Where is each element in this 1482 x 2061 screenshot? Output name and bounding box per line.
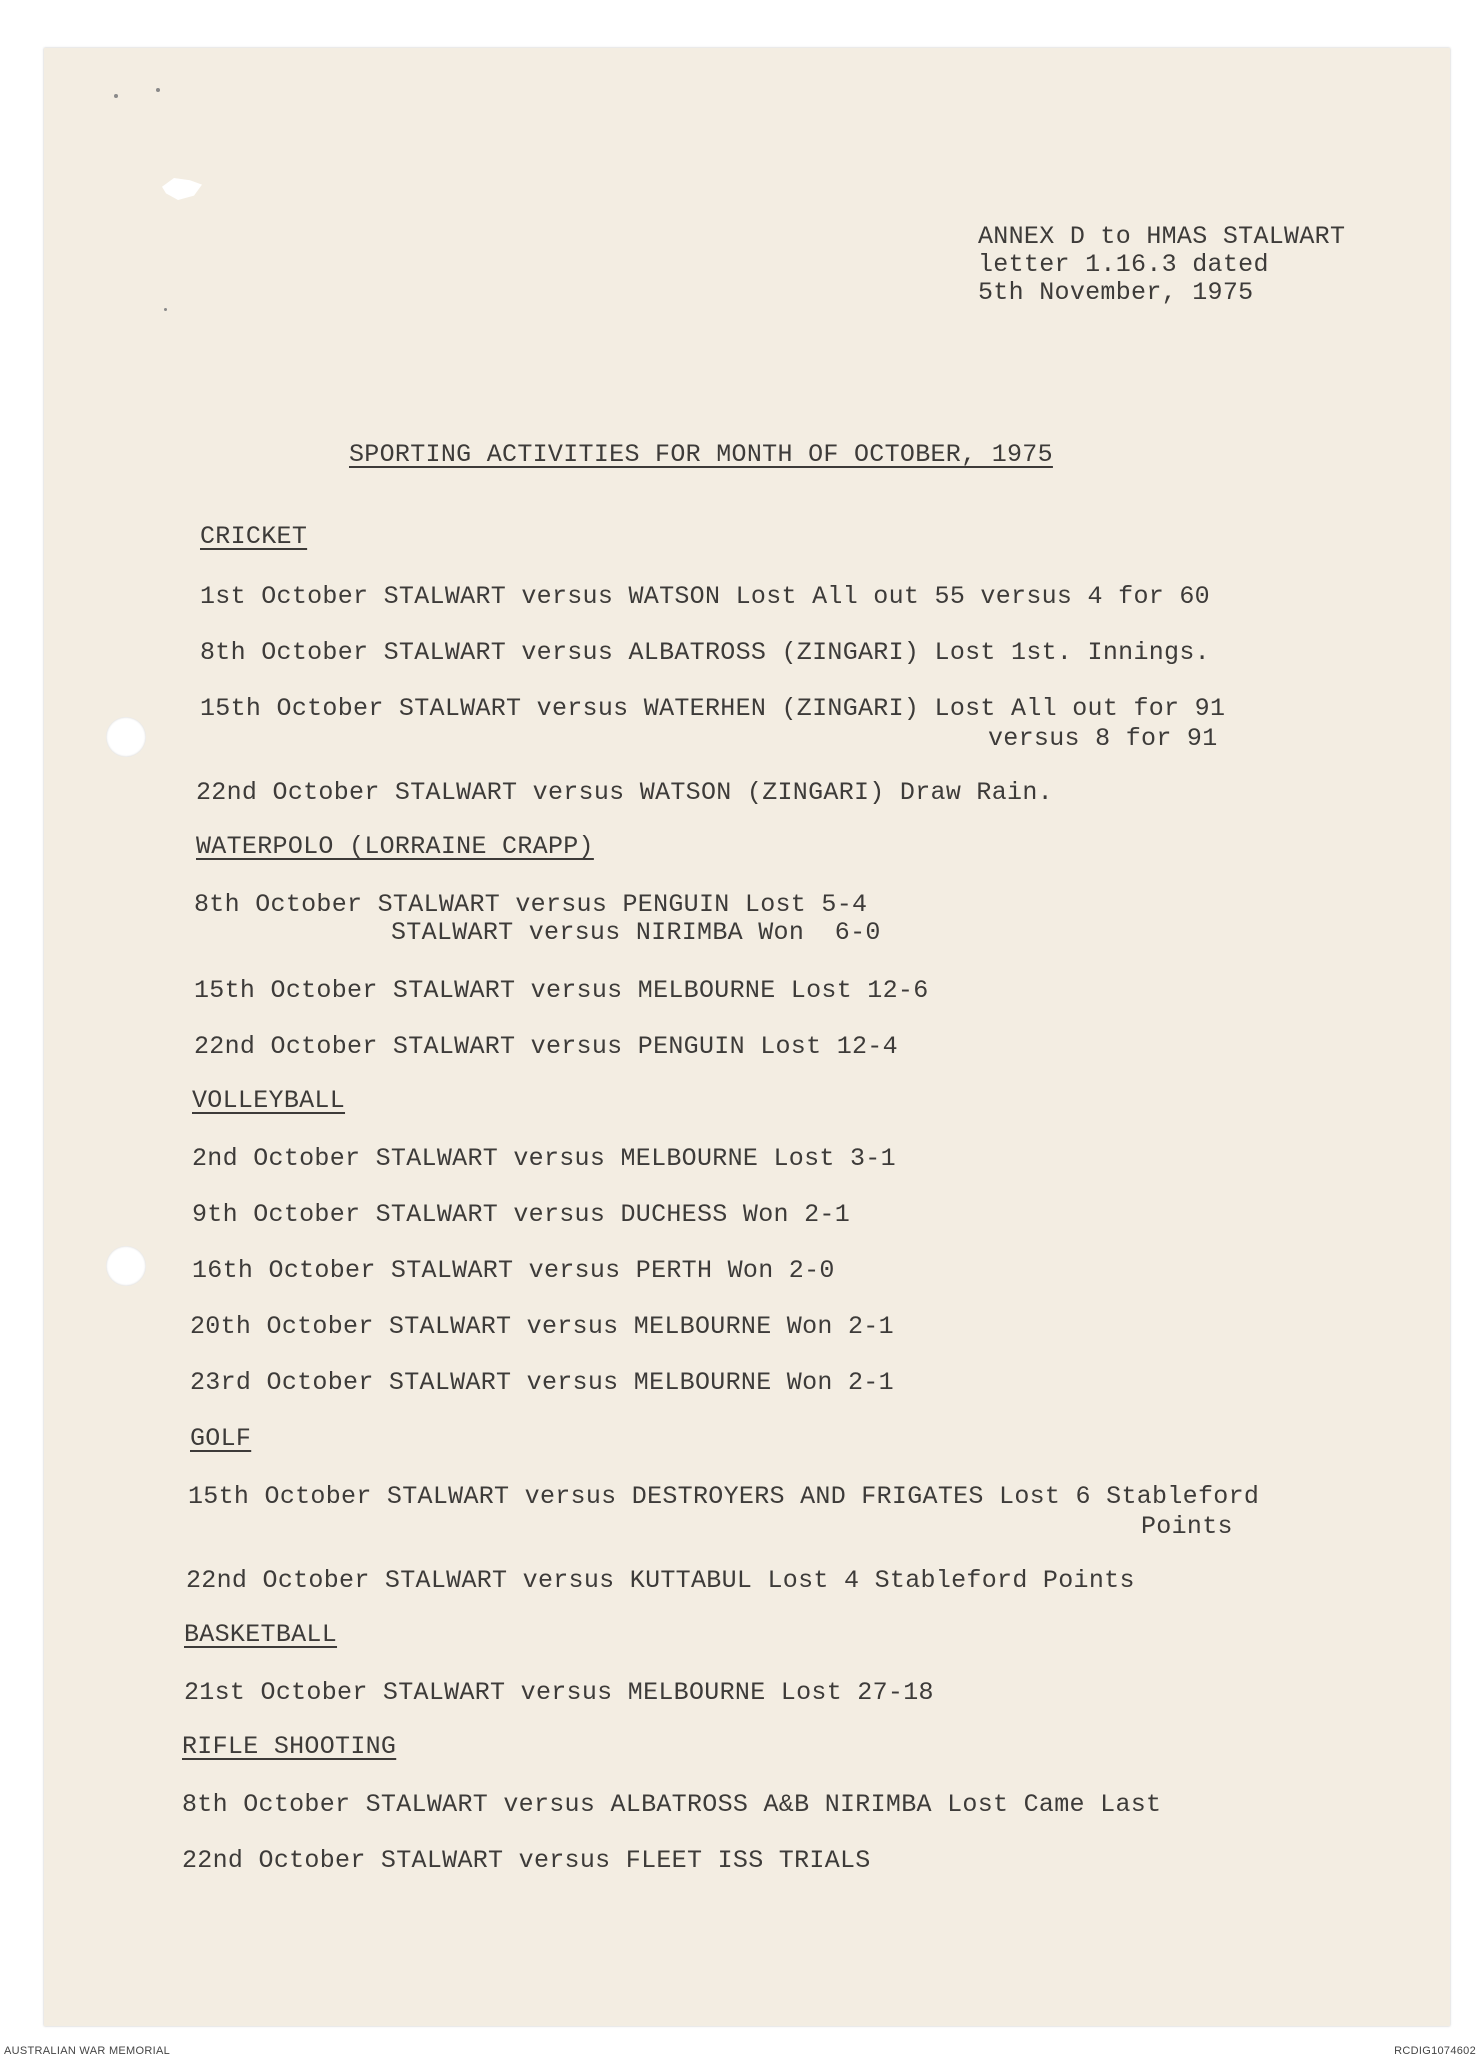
paper-speck <box>164 308 167 311</box>
annex-line-1: ANNEX D to HMAS STALWART <box>978 222 1346 251</box>
paper-speck <box>114 94 118 98</box>
annex-line-3: 5th November, 1975 <box>978 278 1254 307</box>
punch-hole-bottom <box>106 1246 146 1286</box>
rifle-entry: 22nd October STALWART versus FLEET ISS TRIALS <box>182 1846 871 1875</box>
section-heading-rifle-shooting: RIFLE SHOOTING <box>182 1732 397 1761</box>
footer-record-id: RCDIG1074602 <box>1394 2045 1476 2057</box>
annex-line-2: letter 1.16.3 dated <box>978 250 1269 279</box>
cricket-entry: 22nd October STALWART versus WATSON (ZINGARI) Draw Rain. <box>196 778 1053 807</box>
waterpolo-entry: 15th October STALWART versus MELBOURNE Lost 12-6 <box>194 976 929 1005</box>
section-heading-cricket: CRICKET <box>200 522 308 551</box>
section-heading-basketball: BASKETBALL <box>184 1620 338 1649</box>
section-heading-volleyball: VOLLEYBALL <box>192 1086 346 1115</box>
punch-hole-top <box>106 717 146 757</box>
footer-source: AUSTRALIAN WAR MEMORIAL <box>4 2045 171 2057</box>
section-heading-waterpolo: WATERPOLO (LORRAINE CRAPP) <box>196 832 594 861</box>
page-title: SPORTING ACTIVITIES FOR MONTH OF OCTOBER, 1975 <box>349 440 1053 469</box>
section-heading-golf: GOLF <box>190 1424 252 1453</box>
waterpolo-entry: 22nd October STALWART versus PENGUIN Lost 12-4 <box>194 1032 898 1061</box>
golf-entry: 22nd October STALWART versus KUTTABUL Lost 4 Stableford Points <box>186 1566 1135 1595</box>
volleyball-entry: 20th October STALWART versus MELBOURNE Won 2-1 <box>190 1312 894 1341</box>
volleyball-entry: 9th October STALWART versus DUCHESS Won 2-1 <box>192 1200 851 1229</box>
golf-entry-continuation: Points <box>1141 1512 1233 1541</box>
cricket-entry-continuation: versus 8 for 91 <box>988 724 1218 753</box>
waterpolo-entry-continuation: STALWART versus NIRIMBA Won 6-0 <box>391 918 881 947</box>
cricket-entry: 15th October STALWART versus WATERHEN (ZINGARI) Lost All out for 91 <box>200 694 1226 723</box>
volleyball-entry: 16th October STALWART versus PERTH Won 2-0 <box>192 1256 835 1285</box>
cricket-entry: 8th October STALWART versus ALBATROSS (ZINGARI) Lost 1st. Innings. <box>200 638 1210 667</box>
rifle-entry: 8th October STALWART versus ALBATROSS A&B NIRIMBA Lost Came Last <box>182 1790 1162 1819</box>
cricket-entry: 1st October STALWART versus WATSON Lost All out 55 versus 4 for 60 <box>200 582 1210 611</box>
volleyball-entry: 23rd October STALWART versus MELBOURNE Won 2-1 <box>190 1368 894 1397</box>
torn-corner-mark <box>162 178 202 200</box>
volleyball-entry: 2nd October STALWART versus MELBOURNE Lost 3-1 <box>192 1144 896 1173</box>
basketball-entry: 21st October STALWART versus MELBOURNE Lost 27-18 <box>184 1678 934 1707</box>
paper-speck <box>156 88 160 92</box>
waterpolo-entry: 8th October STALWART versus PENGUIN Lost 5-4 <box>194 890 868 919</box>
golf-entry: 15th October STALWART versus DESTROYERS AND FRIGATES Lost 6 Stableford <box>188 1482 1260 1511</box>
